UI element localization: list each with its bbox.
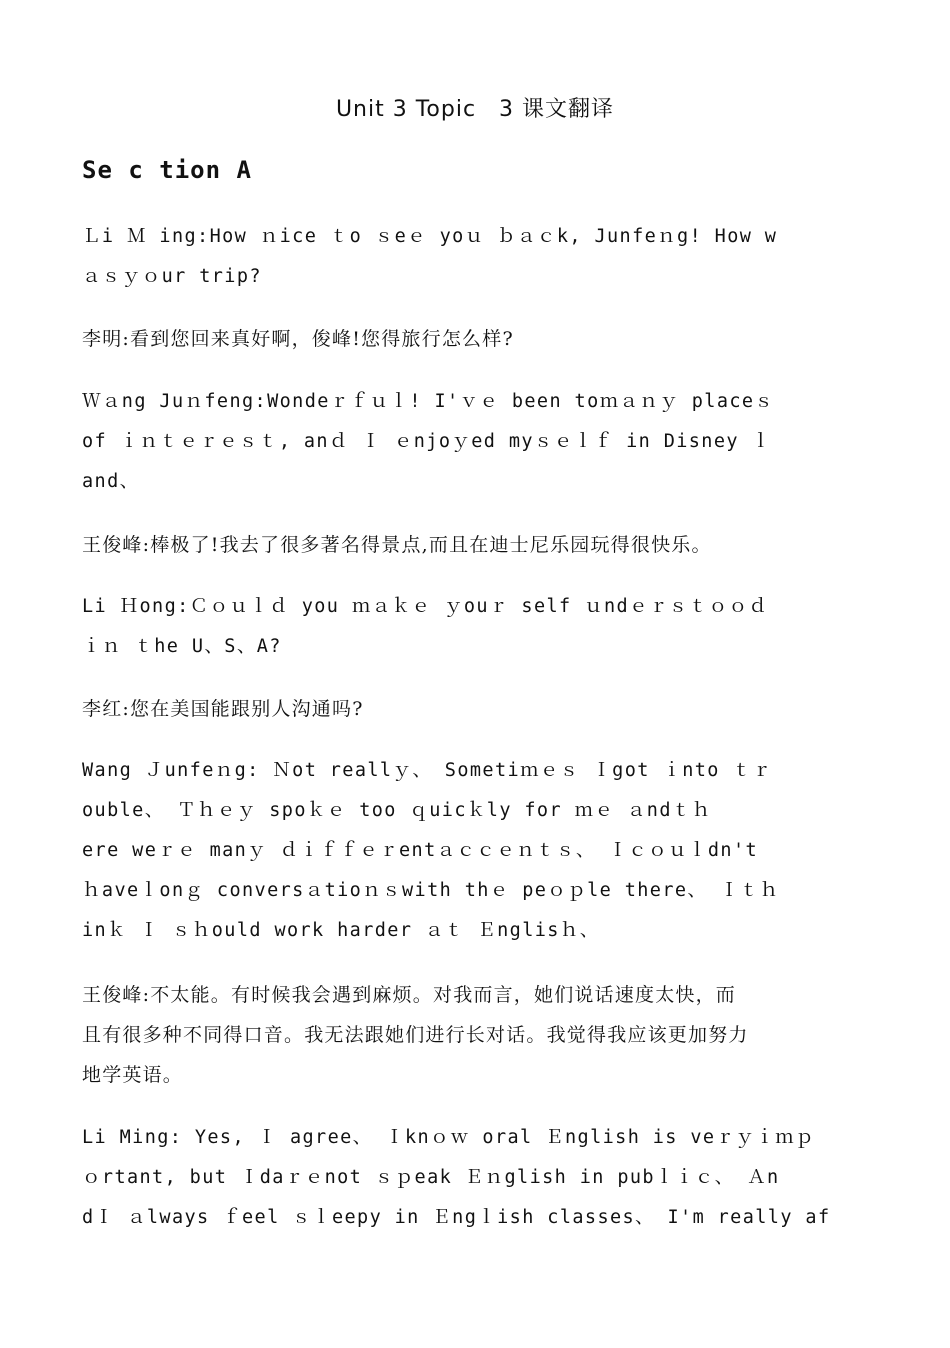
text-line: ａｓｙｏur trip? bbox=[82, 266, 262, 287]
text-line: 地学英语。 bbox=[82, 1064, 184, 1086]
translation-zh-2 bbox=[82, 525, 872, 565]
text-line: Li Ming: Yes, Ｉ agree、 Ｉknｏｗ oral Ｅnglish is veｒｙｉｍｐ bbox=[82, 1127, 815, 1148]
translation-zh-1 bbox=[82, 319, 872, 359]
translation-zh-3 bbox=[82, 689, 872, 729]
dialogue-en-3 bbox=[82, 587, 872, 667]
text-line: 王俊峰:棒极了!我去了很多著名得景点,而且在迪士尼乐园玩得很快乐。 bbox=[82, 534, 712, 556]
text-line: ｏrtant, but Ｉdaｒｅnot ｓｐeak Ｅｎglish in pubｌｉｃ、 Ａn bbox=[82, 1167, 780, 1188]
dialogue-en-4 bbox=[82, 751, 872, 951]
page-title: Unit 3 Topic 3 课文翻译 bbox=[335, 97, 615, 122]
text-line: 李明:看到您回来真好啊，俊峰!您得旅行怎么样? bbox=[82, 328, 514, 350]
text-line: ouble、 Ｔｈｅｙ spoｋｅ too ｑuicｋly for ｍｅ ａndｔｈ bbox=[82, 800, 712, 821]
text-line: inｋ Ｉ ｓｈould work harder ａｔ Ｅnglisｈ、 bbox=[82, 920, 600, 941]
text-line: 且有很多种不同得口音。我无法跟她们进行长对话。我觉得我应该更加努力 bbox=[82, 1024, 749, 1046]
dialogue-en-5 bbox=[82, 1118, 872, 1238]
section-heading: Se c tion A bbox=[82, 156, 252, 184]
text-line: Li Ｈong:Ｃｏｕｌｄ you ｍａｋｅ ｙouｒ self ｕndｅｒｓｔｏｏｄ bbox=[82, 596, 769, 617]
text-line: 王俊峰:不太能。有时候我会遇到麻烦。对我而言，她们说话速度太快，而 bbox=[82, 984, 737, 1006]
text-line: of ｉｎｔｅｒｅｓｔ, anｄ Ｉ ｅnjoｙed myｓｅｌｆ in Disney ｌ bbox=[82, 431, 772, 452]
text-line: Ｌi Ｍ ing:How ｎice ｔo ｓeｅ yoｕ ｂａｃk, Junfeｎg! How w bbox=[82, 226, 778, 247]
text-line: 李红:您在美国能跟别人沟通吗? bbox=[82, 698, 364, 720]
text-line: ｈaveｌonｇ conversａtioｎｓwith thｅ peｏｐle there、 Ｉｔｈ bbox=[82, 880, 780, 901]
translation-zh-4 bbox=[82, 975, 872, 1095]
text-line: dＩ ａlways ｆeel ｓｌeepy in Ｅngｌish classes、 I'm really af bbox=[82, 1207, 831, 1228]
text-line: ere weｒｅ manｙ ｄｉｆｆｅｒentａｃｃｅｎｔｓ、 Ｉｃｏｕｌdn't bbox=[82, 840, 759, 861]
dialogue-en-1 bbox=[82, 217, 872, 297]
dialogue-en-2 bbox=[82, 382, 872, 502]
text-line: ｉｎ ｔhe U、S、A? bbox=[82, 636, 282, 657]
text-line: Wang Ｊunfeｎg: Ｎot reallｙ、 Sometiｍｅｓ Ｉgot ｉnto ｔｒ bbox=[82, 760, 773, 781]
text-line: and、 bbox=[82, 471, 140, 492]
text-line: Ｗａng Juｎfeng:Wondeｒｆｕｌ! I'ｖｅ been toｍａｎｙ placeｓ bbox=[82, 391, 775, 412]
